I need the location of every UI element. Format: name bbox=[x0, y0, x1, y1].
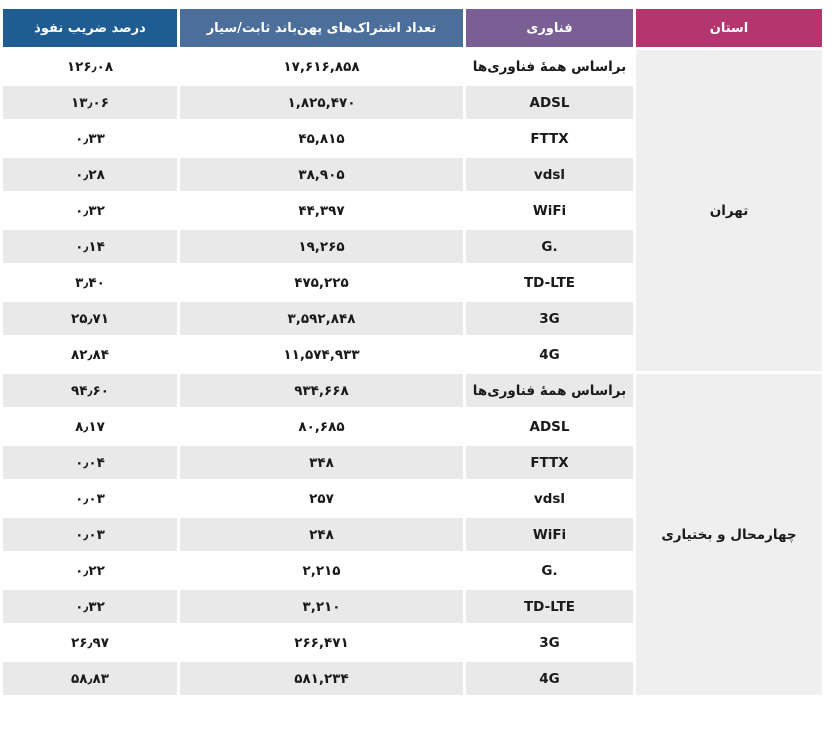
penetration-cell: ۲۶٫۹۷ bbox=[3, 626, 177, 659]
province-cell: تهران bbox=[636, 50, 822, 371]
subscriptions-cell: ۴۵,۸۱۵ bbox=[180, 122, 463, 155]
technology-cell: ADSL bbox=[466, 410, 633, 443]
technology-cell: 4G bbox=[466, 338, 633, 371]
technology-cell: 4G bbox=[466, 662, 633, 695]
subscriptions-cell: ۱۹,۲۶۵ bbox=[180, 230, 463, 263]
technology-cell: FTTX bbox=[466, 122, 633, 155]
penetration-cell: ۰٫۰۳ bbox=[3, 518, 177, 551]
table-body bbox=[3, 50, 822, 695]
penetration-cell: ۸۲٫۸۴ bbox=[3, 338, 177, 371]
penetration-cell: ۸٫۱۷ bbox=[3, 410, 177, 443]
header-row bbox=[3, 9, 822, 47]
technology-cell: ADSL bbox=[466, 86, 633, 119]
subscriptions-cell: ۳۸,۹۰۵ bbox=[180, 158, 463, 191]
penetration-cell: ۰٫۲۸ bbox=[3, 158, 177, 191]
penetration-cell: ۰٫۱۴ bbox=[3, 230, 177, 263]
penetration-cell: ۲۵٫۷۱ bbox=[3, 302, 177, 335]
subscriptions-cell: ۱۷,۶۱۶,۸۵۸ bbox=[180, 50, 463, 83]
subscriptions-cell: ۲,۲۱۵ bbox=[180, 554, 463, 587]
broadband-subscriptions-table bbox=[0, 6, 825, 698]
subscriptions-cell: ۲۶۶,۴۷۱ bbox=[180, 626, 463, 659]
technology-cell: 3G bbox=[466, 302, 633, 335]
technology-cell: WiFi bbox=[466, 194, 633, 227]
penetration-cell: ۰٫۳۲ bbox=[3, 194, 177, 227]
penetration-cell: ۰٫۰۴ bbox=[3, 446, 177, 479]
technology-cell: WiFi bbox=[466, 518, 633, 551]
technology-cell: TD-LTE bbox=[466, 266, 633, 299]
technology-cell: G. bbox=[466, 230, 633, 263]
province-cell: چهارمحال و بختیاری bbox=[636, 374, 822, 695]
subscriptions-cell: ۴۴,۳۹۷ bbox=[180, 194, 463, 227]
subscriptions-cell: ۱,۸۲۵,۴۷۰ bbox=[180, 86, 463, 119]
subscriptions-cell: ۲۴۸ bbox=[180, 518, 463, 551]
technology-cell: vdsl bbox=[466, 482, 633, 515]
penetration-cell: ۳٫۴۰ bbox=[3, 266, 177, 299]
header-province: استان bbox=[636, 9, 822, 47]
technology-cell: TD-LTE bbox=[466, 590, 633, 623]
subscriptions-cell: ۳,۲۱۰ bbox=[180, 590, 463, 623]
subscriptions-cell: ۹۳۴,۶۶۸ bbox=[180, 374, 463, 407]
subscriptions-cell: ۲۵۷ bbox=[180, 482, 463, 515]
penetration-cell: ۹۴٫۶۰ bbox=[3, 374, 177, 407]
subscriptions-cell: ۳۴۸ bbox=[180, 446, 463, 479]
technology-cell: براساس همهٔ فناوری‌ها bbox=[466, 50, 633, 83]
subscriptions-cell: ۸۰,۶۸۵ bbox=[180, 410, 463, 443]
penetration-cell: ۱۳٫۰۶ bbox=[3, 86, 177, 119]
penetration-cell: ۱۲۶٫۰۸ bbox=[3, 50, 177, 83]
penetration-cell: ۰٫۳۲ bbox=[3, 590, 177, 623]
penetration-cell: ۰٫۲۲ bbox=[3, 554, 177, 587]
penetration-cell: ۰٫۳۳ bbox=[3, 122, 177, 155]
penetration-cell: ۰٫۰۳ bbox=[3, 482, 177, 515]
subscriptions-cell: ۳,۵۹۲,۸۴۸ bbox=[180, 302, 463, 335]
header-technology: فناوری bbox=[466, 9, 633, 47]
subscriptions-cell: ۴۷۵,۲۲۵ bbox=[180, 266, 463, 299]
technology-cell: FTTX bbox=[466, 446, 633, 479]
header-penetration: درصد ضریب نفوذ bbox=[3, 9, 177, 47]
table-row bbox=[3, 50, 822, 83]
table-row bbox=[3, 374, 822, 407]
header-subscriptions: تعداد اشتراک‌های پهن‌باند ثابت/سیار bbox=[180, 9, 463, 47]
technology-cell: 3G bbox=[466, 626, 633, 659]
technology-cell: vdsl bbox=[466, 158, 633, 191]
subscriptions-cell: ۵۸۱,۲۳۴ bbox=[180, 662, 463, 695]
subscriptions-cell: ۱۱,۵۷۴,۹۳۳ bbox=[180, 338, 463, 371]
technology-cell: G. bbox=[466, 554, 633, 587]
technology-cell: براساس همهٔ فناوری‌ها bbox=[466, 374, 633, 407]
penetration-cell: ۵۸٫۸۳ bbox=[3, 662, 177, 695]
